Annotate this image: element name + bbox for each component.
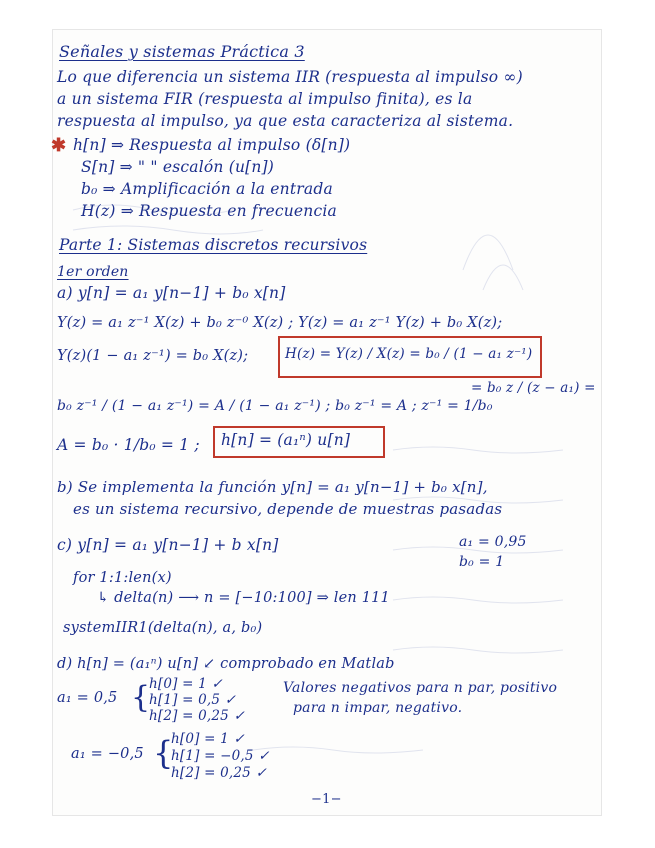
answer-c-a1: a₁ = 0,95 — [459, 534, 527, 550]
answer-c-loop: for 1:1:len(x) — [73, 570, 172, 586]
page-title: Señales y sistemas Práctica 3 — [59, 42, 305, 61]
answer-d-positive-h0: h[0] = 1 ✓ — [149, 676, 223, 692]
intro-line-3: respuesta al impulso, ya que esta caracteriza al sistema. — [57, 112, 514, 130]
definition-impulse: h[n] ⇒ Respuesta al impulso (δ[n]) — [73, 136, 351, 154]
impulse-response: h[n] = (a₁ⁿ) u[n] — [221, 431, 351, 449]
answer-d-negative-h1: h[1] = −0,5 ✓ — [171, 748, 270, 764]
equation-a: a) y[n] = a₁ y[n−1] + b₀ x[n] — [57, 284, 286, 302]
answer-c-equation: c) y[n] = a₁ y[n−1] + b x[n] — [57, 536, 279, 554]
order-heading: 1er orden — [57, 264, 129, 280]
partial-fraction-line: b₀ z⁻¹ / (1 − a₁ z⁻¹) = A / (1 − a₁ z⁻¹) ; b₀ z⁻¹ = A ; z⁻¹ = 1/b₀ — [57, 398, 493, 414]
transfer-function: H(z) = Y(z) / X(z) = b₀ / (1 − a₁ z⁻¹) — [285, 346, 533, 362]
answer-b-line-1: b) Se implementa la función y[n] = a₁ y[n−1] + b₀ x[n], — [57, 478, 488, 496]
asterisk-mark: ✱ — [51, 135, 67, 156]
intro-line-1: Lo que diferencia un sistema IIR (respuesta al impulso ∞) — [57, 68, 523, 86]
positive-brace: { — [131, 680, 151, 715]
intro-line-2: a un sistema FIR (respuesta al impulso finita), es la — [57, 90, 473, 108]
answer-d-positive-h1: h[1] = 0,5 ✓ — [149, 692, 237, 708]
answer-c-call: systemIIR1(delta(n), a, b₀) — [63, 620, 263, 636]
answer-b-line-2: es un sistema recursivo, depende de muestras pasadas — [73, 500, 503, 518]
answer-d-negative-h0: h[0] = 1 ✓ — [171, 731, 245, 747]
negative-brace: { — [153, 734, 174, 772]
answer-c-b0: b₀ = 1 — [459, 554, 505, 570]
answer-d-note-2: para n impar, negativo. — [293, 700, 463, 716]
answer-d-positive-label: a₁ = 0,5 — [57, 690, 118, 706]
z-transform-line-2: Y(z)(1 − a₁ z⁻¹) = b₀ X(z); — [57, 348, 249, 364]
answer-d-positive-h2: h[2] = 0,25 ✓ — [149, 708, 245, 724]
answer-d-negative-label: a₁ = −0,5 — [71, 746, 144, 762]
definition-gain: b₀ ⇒ Amplificación a la entrada — [81, 180, 333, 198]
z-transform-line-1: Y(z) = a₁ z⁻¹ X(z) + b₀ z⁻⁰ X(z) ; Y(z) = a₁ z⁻¹ Y(z) + b₀ X(z); — [57, 315, 503, 331]
section-heading-part1: Parte 1: Sistemas discretos recursivos — [59, 236, 368, 254]
answer-c-range: ↳ delta(n) ⟶ n = [−10:100] ⇒ len 111 — [97, 590, 390, 606]
answer-d-negative-h2: h[2] = 0,25 ✓ — [171, 765, 267, 781]
constant-a-value: A = b₀ · 1/b₀ = 1 ; — [57, 436, 200, 454]
transfer-function-tail: = b₀ z / (z − a₁) = — [471, 380, 596, 396]
page-number: −1− — [311, 792, 342, 807]
definition-step: S[n] ⇒ " " escalón (u[n]) — [81, 158, 275, 176]
notebook-page — [53, 30, 601, 815]
definition-frequency: H(z) ⇒ Respuesta en frecuencia — [81, 202, 337, 220]
answer-d-note-1: Valores negativos para n par, positivo — [283, 680, 558, 696]
answer-d-equation: d) h[n] = (a₁ⁿ) u[n] ↙ comprobado en Matlab — [57, 656, 395, 672]
